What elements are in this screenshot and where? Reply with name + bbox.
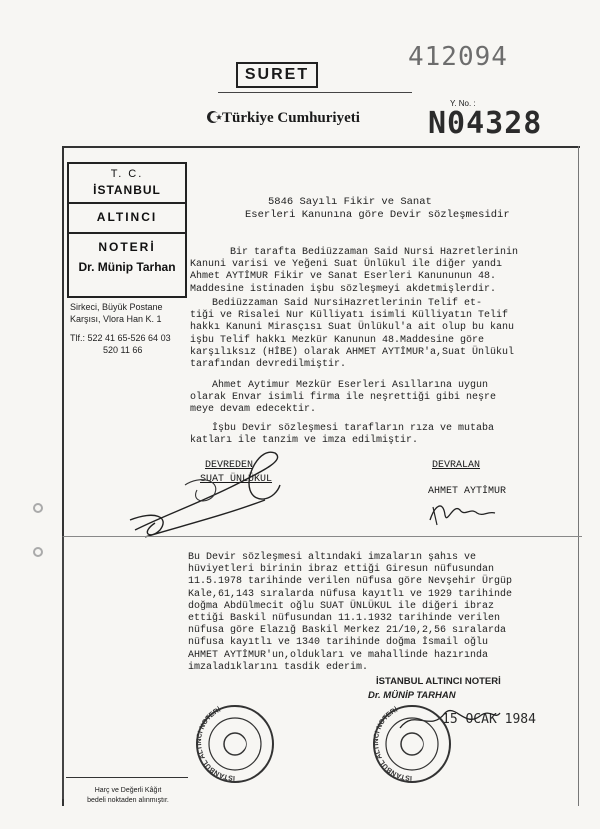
contract-heading-2: Eserleri Kanunına göre Devir sözleşmesidir — [245, 209, 510, 221]
binder-hole — [33, 503, 43, 513]
text-line: Ahmet AYTİMUR Fikir ve Sanat Eserleri Kanununun 48. — [190, 271, 497, 283]
header-rule — [218, 92, 412, 93]
document-serial: N04328 — [428, 106, 543, 141]
notary-box — [67, 162, 187, 298]
text-line: doğma Abdülmecit oğlu SUAT ÜNLÜKUL ile diğeri ibraz — [188, 600, 495, 612]
notary-city: İSTANBUL — [93, 183, 161, 197]
transferee-name: AHMET AYTİMUR — [428, 486, 507, 497]
text-line: katları ile tanzim ve imza edilmiştir. — [190, 435, 419, 447]
text-line: Maddesine istinaden işbu sözleşmeyi akdetmişlerdir. — [190, 283, 497, 295]
transferee-signature — [425, 495, 500, 530]
text-line: Kale,61,143 sıralarda nüfusa kayıtlı ve 1929 tarihinde — [188, 588, 513, 600]
contract-paragraph-4 — [190, 423, 570, 447]
notary-phone-2: 520 11 66 — [103, 345, 143, 355]
notary-divider — [69, 202, 185, 204]
suret-stamp: SURET — [236, 62, 318, 88]
text-line: işbu Telif hakkı Mezkür Kanunun 48.Maddesine göre — [190, 334, 485, 346]
text-line: nüfusa kayıtlı ve 1340 tarihinde doğma İsmail oğlu — [188, 637, 489, 649]
left-notary-seal — [182, 702, 288, 786]
notary-address-2: Karşısı, Vlora Han K. 1 — [70, 314, 162, 324]
notary-stamp-line-2: Dr. MÜNİP TARHAN — [368, 690, 456, 701]
frame-top-line — [62, 146, 580, 148]
text-line: Bir tarafta Bediüzzaman Said Nursi Hazretlerinin — [230, 247, 519, 258]
notary-address-1: Sirkeci, Büyük Postane — [70, 302, 163, 312]
top-serial-number: 412094 — [408, 42, 508, 72]
text-line: ettiği Baskil nüfusundan 11.1.1932 tarihinde verilen — [188, 613, 501, 625]
notary-title: NOTERİ — [98, 240, 156, 254]
transferor-label: DEVREDEN — [205, 460, 254, 471]
right-notary-seal — [362, 702, 462, 786]
binder-hole — [33, 547, 43, 557]
contract-paragraph-2 — [190, 298, 570, 371]
right-seal-text: İSTANBUL ALTINCI NOTERİ — [372, 706, 413, 782]
text-line: meye devam edecektir. — [190, 404, 317, 416]
fee-note-line-1: Harç ve Değerli Kâğıt — [94, 787, 162, 794]
certification-date: 15 OCAK 1984 — [442, 712, 536, 727]
text-line: Bu Devir sözleşmesi altındaki imzaların şahıs ve — [188, 552, 477, 563]
notary-divider — [69, 232, 185, 234]
fee-note — [70, 786, 186, 806]
text-line: hakkı Kanuni Mirasçısı Suat Ünlükul'a ait olup bu kanu — [190, 322, 515, 334]
text-line: karşılıksız (HİBE) olarak AHMET AYTİMUR'a,Suat Ünlükul — [190, 346, 515, 358]
notary-number: ALTINCI — [96, 210, 158, 224]
notary-stamp-line-1: İSTANBUL ALTINCI NOTERİ — [376, 676, 501, 687]
text-line: nüfusa göre Elazığ Baskil Merkez 21/10,2,56 sıralarda — [188, 625, 507, 637]
text-line: Kanuni varisi ve Yeğeni Suat Ünlükul ile diğer yandı — [190, 259, 503, 271]
text-line: hüviyetleri birinin ibraz ettiği Giresun nüfusundan — [188, 564, 495, 576]
contract-heading-1: 5846 Sayılı Fikir ve Sanat — [268, 196, 432, 208]
footer-divider — [66, 777, 188, 778]
yno-label: Y. No. : — [450, 99, 476, 108]
text-line: Bediüzzaman Said NursiHazretlerinin Telif et- — [212, 298, 483, 309]
text-line: tiği ve Risalei Nur Külliyatı isimli Külliyatın Telif — [190, 310, 509, 322]
certification-text — [188, 552, 578, 674]
notary-name: Dr. Münip Tarhan — [78, 260, 176, 274]
contract-paragraph-3 — [190, 380, 570, 417]
contract-paragraph-1 — [190, 247, 570, 296]
text-line: 11.5.1978 tarihinde verilen nüfusa göre Nevşehir Ürgüp — [188, 576, 513, 588]
notary-phone-1: Tlf.: 522 41 65-526 64 03 — [70, 333, 171, 343]
fee-note-line-2: bedeli noktaden alınmıştır. — [87, 797, 169, 804]
republic-title: Türkiye Cumhuriyeti — [222, 110, 360, 126]
text-line: olarak Envar isimli firma ile neşrettiği gibi neşre — [190, 392, 497, 404]
notary-tc: T. C. — [110, 168, 144, 180]
text-line: İşbu Devir sözleşmesi tarafların rıza ve mutaba — [212, 423, 495, 434]
text-line: imzaladıklarını tasdik ederim. — [188, 661, 369, 673]
transferor-signature — [125, 445, 300, 550]
star-crescent-icon — [205, 108, 223, 126]
text-line: Ahmet Aytimur Mezkür Eserleri Asıllarına uygun — [212, 380, 489, 391]
text-line: tarafından devredilmiştir. — [190, 359, 347, 371]
transferor-name: SUAT ÜNLÜKUL — [200, 474, 273, 485]
left-seal-text: İSTANBUL ALTINCI NOTERİ — [195, 706, 236, 782]
text-line: AHMET AYTİMUR'un,oldukları ve mahallinde hazırında — [188, 649, 489, 661]
transferee-label: DEVRALAN — [432, 460, 481, 471]
